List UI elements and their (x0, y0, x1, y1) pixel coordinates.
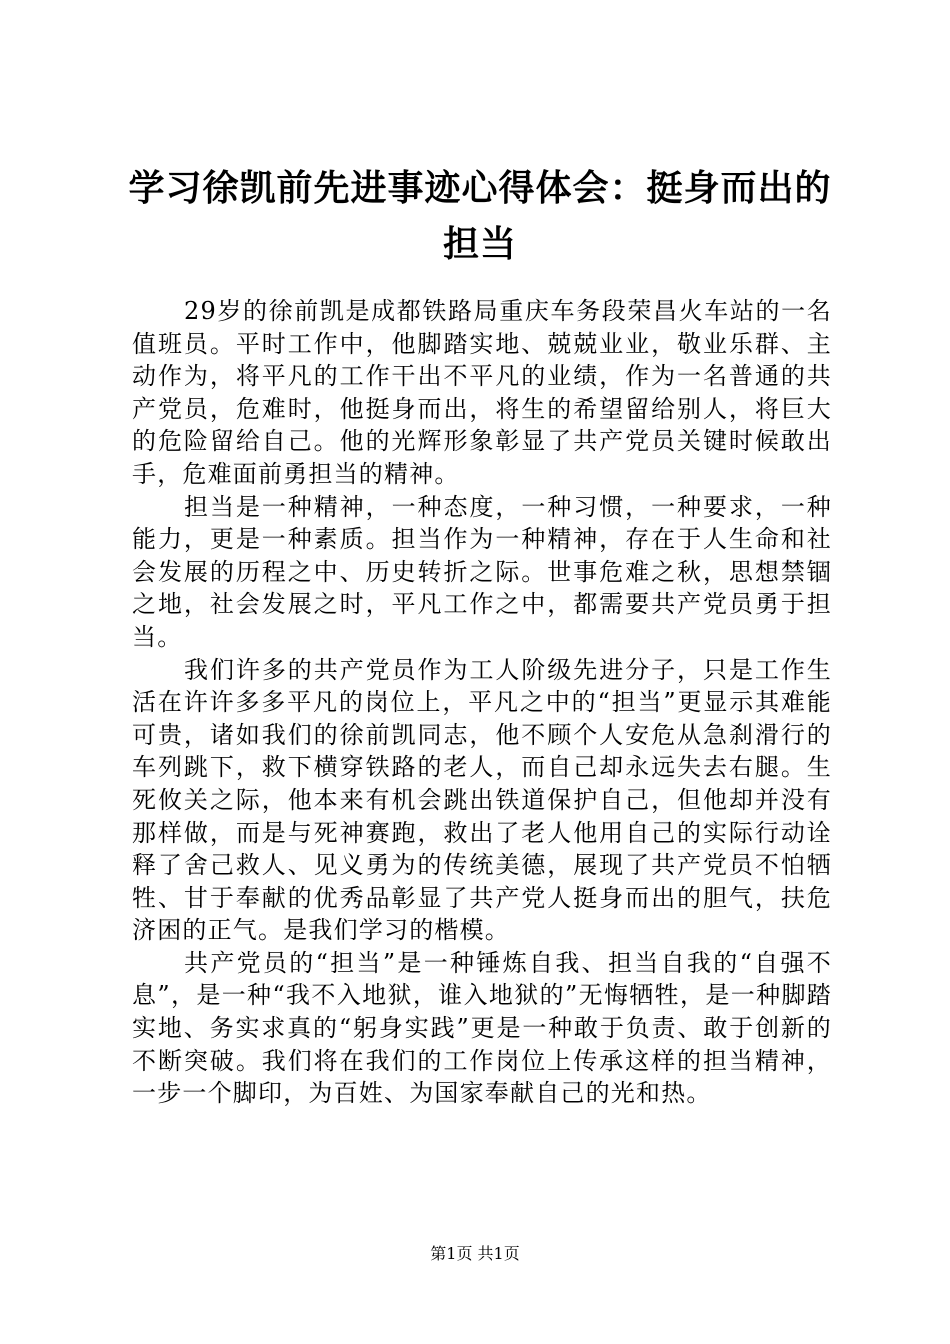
paragraph: 担当是一种精神，一种态度，一种习惯，一种要求，一种能力，更是一种素质。担当作为一种精神，存在于人生命和社会发展的历程之中、历史转折之际。世事危难之秋，思想禁锢之地，社会发展之时，平凡工作之中，都需要共产党员勇于担当。 (132, 492, 832, 651)
paragraph: 29岁的徐前凯是成都铁路局重庆车务段荣昌火车站的一名值班员。平时工作中，他脚踏实地、兢兢业业，敬业乐群、主动作为，将平凡的工作干出不平凡的业绩，作为一名普通的共产党员，危难时，他挺身而出，将生的希望留给别人，将巨大的危险留给自己。他的光辉形象彰显了共产党员关键时候敢出手，危难面前勇担当的精神。 (132, 297, 832, 488)
document-title: 学习徐凯前先进事迹心得体会：挺身而出的担当 (128, 167, 832, 265)
page-number-footer: 第1页 共1页 (430, 1244, 520, 1263)
document-body (132, 295, 832, 1110)
paragraph: 共产党员的“担当”是一种锤炼自我、担当自我的“自强不息”，是一种“我不入地狱，谁入地狱的”无悔牺牲，是一种脚踏实地、务实求真的“躬身实践”更是一种敢于负责、敢于创新的不断突破。我们将在我们的工作岗位上传承这样的担当精神，一步一个脚印，为百姓、为国家奉献自己的光和热。 (132, 948, 832, 1108)
paragraph: 我们许多的共产党员作为工人阶级先进分子，只是工作生活在许许多多平凡的岗位上，平凡之中的“担当”更显示其难能可贵，诸如我们的徐前凯同志，他不顾个人安危从急刹滑行的车列跳下，救下横穿铁路的老人，而自己却永远失去右腿。生死攸关之际，他本来有机会跳出铁道保护自己，但他却并没有那样做，而是与死神赛跑，救出了老人他用自己的实际行动诠释了舍己救人、见义勇为的传统美德，展现了共产党员不怕牺牲、甘于奉献的优秀品彰显了共产党人挺身而出的胆气，扶危济困的正气。是我们学习的楷模。 (132, 655, 832, 945)
